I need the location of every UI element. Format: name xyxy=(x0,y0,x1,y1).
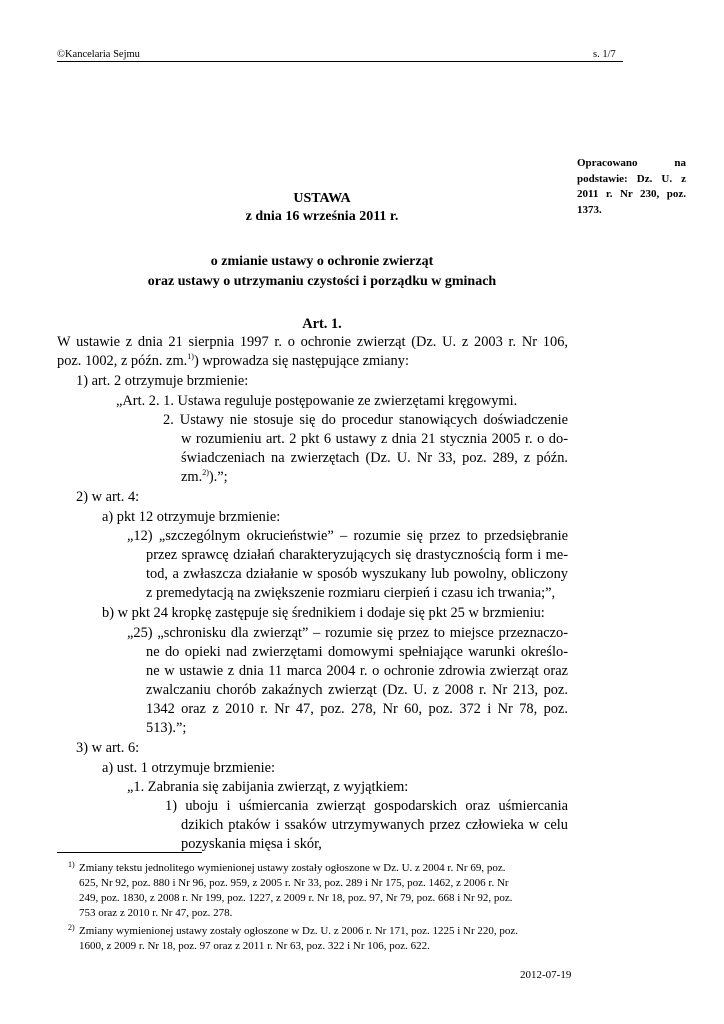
body-line-24: „1. Zabrania się zabijania zwierząt, z wyjątkiem: xyxy=(127,779,409,795)
body-line-11: „12) „szczególnym okrucieństwie” – rozumie się przez to przedsiębranie xyxy=(127,528,568,544)
body-line-2: poz. 1002, z późn. zm.$^{1)}$) wprowadza się następujące zmiany: xyxy=(57,352,409,369)
footnote-1-line-2: 625, Nr 92, poz. 880 i Nr 96, poz. 959, z 2005 r. Nr 33, poz. 289 i Nr 175, poz. 1462, z 2006 r. Nr xyxy=(79,877,509,889)
body-line-26: dzikich ptaków i ssaków utrzymywanych przez człowieka w celu xyxy=(181,817,568,833)
amendment-1: 1) art. 2 otrzymuje brzmienie: xyxy=(76,373,249,389)
footnote-1-line-3: 249, poz. 1830, z 2008 r. Nr 199, poz. 1227, z 2009 r. Nr 18, poz. 97, Nr 79, poz. 668 i Nr 92, poz. xyxy=(79,892,513,904)
header-rule xyxy=(57,61,623,62)
body-line-7: świadczeniach na zwierzętach (Dz. U. Nr 33, poz. 289, z późn. xyxy=(181,450,568,466)
amendment-2: 2) w art. 4: xyxy=(76,489,140,505)
footnote-ref-1[interactable]: 1) xyxy=(187,352,194,362)
footnote-1-marker: 1) xyxy=(68,860,75,869)
body-line-13: tod, a zwłaszcza działanie w sposób wyszukany lub powolny, obliczony xyxy=(146,566,568,582)
footnote-1-line-1: Zmiany tekstu jednolitego wymienionej ustawy zostały ogłoszone w Dz. U. z 2004 r. Nr 69, poz. xyxy=(79,862,506,874)
footnote-1-line-4: 753 oraz z 2010 r. Nr 47, poz. 278. xyxy=(79,907,233,919)
body-line-4: „Art. 2. 1. Ustawa reguluje postępowanie ze zwierzętami kręgowymi. xyxy=(116,393,518,409)
body-line-16: „25) „schronisku dla zwierząt” – rozumie się przez to miejsce przeznaczo- xyxy=(127,625,568,641)
body-line-25: 1) uboju i uśmiercania zwierząt gospodarskich oraz uśmiercania xyxy=(165,798,568,814)
body-line-8: zm.$^{2)}$).”; xyxy=(181,468,228,485)
body-line-27: pozyskania mięsa i skór, xyxy=(181,836,322,852)
footnote-ref-2[interactable]: 2) xyxy=(202,468,209,478)
footnote-2-line-1: Zmiany wymienionej ustawy zostały ogłoszone w Dz. U. z 2006 r. Nr 171, poz. 1225 i Nr 220, poz. xyxy=(79,925,519,937)
body-line-20: 1342 oraz z 2010 r. Nr 47, poz. 278, Nr 60, poz. 372 i Nr 78, poz. xyxy=(146,701,568,717)
item-3a: a) ust. 1 otrzymuje brzmienie: xyxy=(102,760,276,776)
article-heading: Art. 1. xyxy=(302,316,342,332)
body-line-19: zwalczaniu chorób zakaźnych zwierząt (Dz. U. z 2008 r. Nr 213, poz. xyxy=(146,682,568,698)
footnote-rule xyxy=(57,852,202,853)
body-line-21: 513).”; xyxy=(146,720,187,736)
amendment-3: 3) w art. 6: xyxy=(76,740,140,756)
footnote-2-marker: 2) xyxy=(68,923,75,932)
source-note: Opracowano na podstawie: Dz. U. z 2011 r. Nr 230, poz. 1373. xyxy=(577,157,686,216)
footnote-2-line-2: 1600, z 2009 r. Nr 18, poz. 97 oraz z 2011 r. Nr 63, poz. 322 i Nr 106, poz. 622. xyxy=(79,940,430,952)
act-subject-line-2: oraz ustawy o utrzymaniu czystości i porządku w gminach xyxy=(147,274,497,289)
body-line-14: z premedytacją na zwiększenie rozmiaru cierpień i czasu ich trwania;”, xyxy=(146,585,556,601)
act-type: USTAWA xyxy=(293,191,351,206)
page-number: s. 1/7 xyxy=(593,49,616,60)
header-source: ©Kancelaria Sejmu xyxy=(57,49,140,60)
item-2a: a) pkt 12 otrzymuje brzmienie: xyxy=(102,509,281,525)
body-line-17: ne do opieki nad zwierzętami domowymi spełniające warunki określo- xyxy=(146,644,568,660)
act-date: z dnia 16 września 2011 r. xyxy=(245,209,399,224)
body-line-5: 2. Ustawy nie stosuje się do procedur stanowiących doświadczenie xyxy=(163,412,568,428)
body-line-6: w rozumieniu art. 2 pkt 6 ustawy z dnia 21 stycznia 2005 r. o do- xyxy=(181,431,568,447)
body-line-18: ne w ustawie z dnia 11 marca 2004 r. o ochronie zdrowia zwierząt oraz xyxy=(146,663,568,679)
item-2b: b) w pkt 24 kropkę zastępuje się średnikiem i dodaje się pkt 25 w brzmieniu: xyxy=(102,605,545,621)
act-subject-line-1: o zmianie ustawy o ochronie zwierząt xyxy=(210,254,434,269)
body-line-12: przez sprawcę działań charakteryzujących się drastycznością form i me- xyxy=(146,547,568,563)
footer-date: 2012-07-19 xyxy=(520,969,572,981)
body-line-1: W ustawie z dnia 21 sierpnia 1997 r. o ochronie zwierząt (Dz. U. z 2003 r. Nr 106, xyxy=(57,334,568,350)
